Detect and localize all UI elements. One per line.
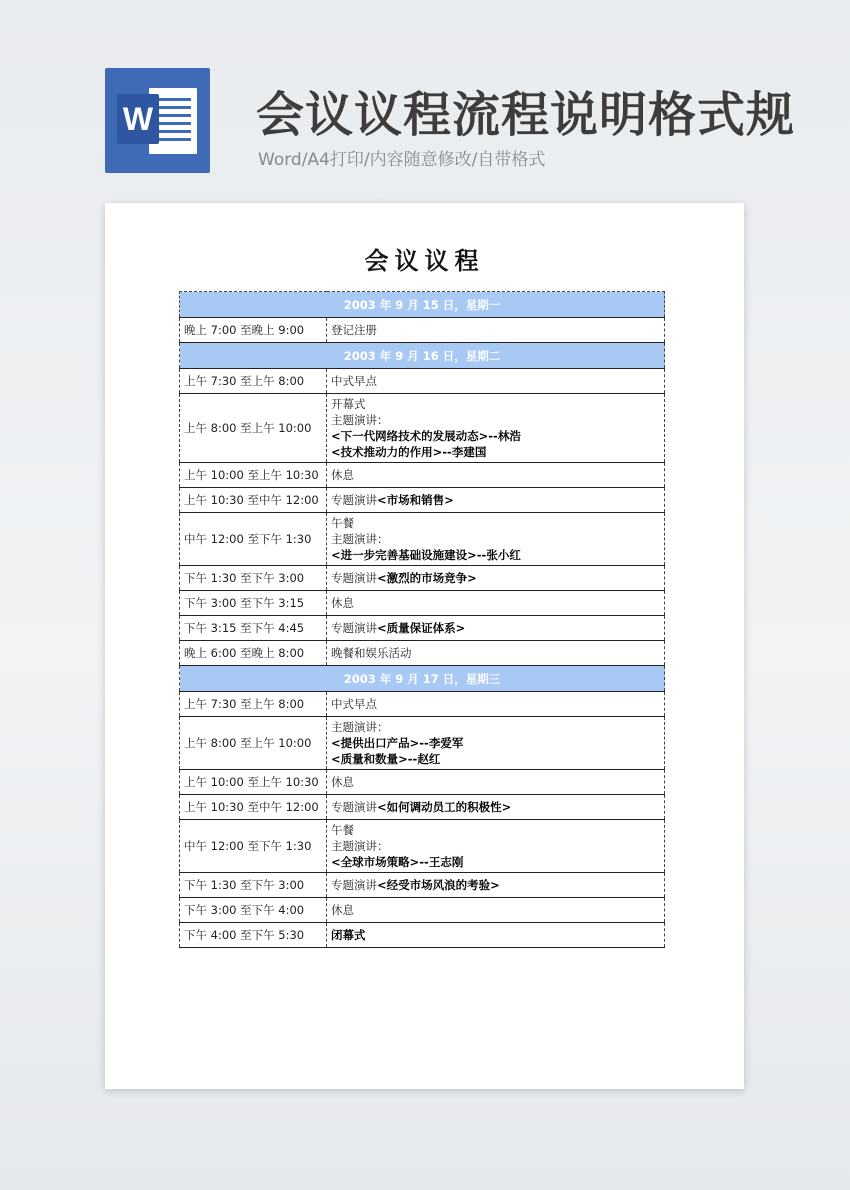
agenda-row (180, 770, 665, 795)
activity-text: 登记注册 (331, 323, 377, 337)
activity-line (331, 570, 660, 586)
activity-cell (327, 616, 665, 641)
agenda-row (180, 616, 665, 641)
agenda-row (180, 591, 665, 616)
activity-text: <提供出口产品>--李爱军 (331, 736, 464, 750)
session-topic: <质量保证体系> (377, 621, 466, 635)
day-header-row (180, 666, 665, 692)
activity-line (331, 492, 660, 508)
activity-cell (327, 394, 665, 463)
activity-cell (327, 770, 665, 795)
activity-cell (327, 566, 665, 591)
time-cell: 上午 8:00 至上午 10:00 (180, 394, 327, 463)
activity-line (331, 467, 660, 483)
agenda-table (179, 291, 665, 948)
activity-line (331, 822, 660, 838)
activity-line (331, 412, 660, 428)
activity-text: 专题演讲 (331, 621, 377, 635)
activity-line (331, 531, 660, 547)
activity-cell (327, 898, 665, 923)
document-page (105, 203, 744, 1089)
word-icon (105, 68, 210, 173)
activity-cell (327, 820, 665, 873)
activity-line (331, 595, 660, 611)
day-header-row (180, 343, 665, 369)
activity-line (331, 620, 660, 636)
activity-line (331, 719, 660, 735)
activity-cell (327, 463, 665, 488)
activity-line (331, 396, 660, 412)
agenda-row (180, 641, 665, 666)
time-cell: 下午 1:30 至下午 3:00 (180, 873, 327, 898)
day-date: 2003 年 9 月 15 日，星期一 (180, 292, 665, 318)
activity-line (331, 799, 660, 815)
word-letter: W (117, 94, 159, 144)
activity-text: 午餐 (331, 823, 354, 837)
time-cell: 下午 3:00 至下午 3:15 (180, 591, 327, 616)
time-cell: 晚上 6:00 至晚上 8:00 (180, 641, 327, 666)
activity-line (331, 838, 660, 854)
agenda-row (180, 898, 665, 923)
session-topic: <激烈的市场竞争> (377, 571, 477, 585)
activity-text: <质量和数量>--赵红 (331, 752, 441, 766)
activity-line (331, 322, 660, 338)
activity-text: 主题演讲： (331, 720, 389, 734)
day-date: 2003 年 9 月 17 日，星期三 (180, 666, 665, 692)
activity-text: 专题演讲 (331, 800, 377, 814)
activity-cell (327, 369, 665, 394)
activity-text: <下一代网络技术的发展动态>--林浩 (331, 429, 521, 443)
agenda-row (180, 873, 665, 898)
time-cell: 上午 8:00 至上午 10:00 (180, 717, 327, 770)
day-date: 2003 年 9 月 16 日，星期二 (180, 343, 665, 369)
agenda-row (180, 394, 665, 463)
activity-text: 午餐 (331, 516, 354, 530)
activity-text: 休息 (331, 775, 354, 789)
activity-cell (327, 513, 665, 566)
page-title: 会议议程流程说明格式规 (256, 87, 796, 143)
page-subtitle: Word/A4打印/内容随意修改/自带格式 (258, 150, 546, 170)
session-topic: <如何调动员工的积极性> (377, 800, 512, 814)
activity-cell (327, 717, 665, 770)
time-cell: 下午 1:30 至下午 3:00 (180, 566, 327, 591)
session-topic: <经受市场风浪的考验> (377, 878, 500, 892)
activity-text: 主题演讲： (331, 413, 389, 427)
activity-text: 开幕式 (331, 397, 366, 411)
activity-text: 晚餐和娱乐活动 (331, 646, 412, 660)
document-title: 会议议程 (364, 246, 485, 275)
activity-cell (327, 923, 665, 948)
activity-text: 休息 (331, 468, 354, 482)
activity-line (331, 444, 660, 460)
time-cell: 下午 3:00 至下午 4:00 (180, 898, 327, 923)
agenda-row (180, 692, 665, 717)
agenda-body (180, 292, 665, 948)
time-cell: 上午 10:30 至中午 12:00 (180, 488, 327, 513)
agenda-row (180, 318, 665, 343)
activity-line (331, 774, 660, 790)
agenda-row (180, 463, 665, 488)
activity-text: 休息 (331, 596, 354, 610)
activity-line (331, 696, 660, 712)
activity-text: <进一步完善基础设施建设>--张小红 (331, 548, 521, 562)
activity-text: 中式早点 (331, 697, 377, 711)
activity-text: 主题演讲： (331, 839, 389, 853)
agenda-row (180, 513, 665, 566)
session-topic: <市场和销售> (377, 493, 454, 507)
time-cell: 下午 3:15 至下午 4:45 (180, 616, 327, 641)
activity-line (331, 927, 660, 943)
activity-line (331, 902, 660, 918)
time-cell: 上午 10:00 至上午 10:30 (180, 770, 327, 795)
time-cell: 中午 12:00 至下午 1:30 (180, 820, 327, 873)
activity-cell (327, 591, 665, 616)
agenda-row (180, 795, 665, 820)
agenda-row (180, 369, 665, 394)
activity-cell (327, 641, 665, 666)
activity-line (331, 547, 660, 563)
activity-cell (327, 692, 665, 717)
activity-text: <技术推动力的作用>--李建国 (331, 445, 487, 459)
agenda-row (180, 566, 665, 591)
time-cell: 上午 10:30 至中午 12:00 (180, 795, 327, 820)
activity-text: 专题演讲 (331, 878, 377, 892)
agenda-row (180, 717, 665, 770)
activity-line (331, 645, 660, 661)
activity-line (331, 854, 660, 870)
activity-text: 专题演讲 (331, 493, 377, 507)
activity-cell (327, 873, 665, 898)
time-cell: 上午 10:00 至上午 10:30 (180, 463, 327, 488)
time-cell: 晚上 7:00 至晚上 9:00 (180, 318, 327, 343)
activity-text: 专题演讲 (331, 571, 377, 585)
day-header-row (180, 292, 665, 318)
activity-text: 休息 (331, 903, 354, 917)
agenda-row (180, 488, 665, 513)
activity-cell (327, 488, 665, 513)
activity-line (331, 735, 660, 751)
time-cell: 上午 7:30 至上午 8:00 (180, 692, 327, 717)
time-cell: 上午 7:30 至上午 8:00 (180, 369, 327, 394)
time-cell: 下午 4:00 至下午 5:30 (180, 923, 327, 948)
activity-line (331, 877, 660, 893)
agenda-row (180, 820, 665, 873)
activity-line (331, 428, 660, 444)
activity-text: 闭幕式 (331, 928, 366, 942)
agenda-row (180, 923, 665, 948)
activity-cell (327, 795, 665, 820)
activity-line (331, 373, 660, 389)
activity-text: <全球市场策略>--王志刚 (331, 855, 464, 869)
activity-text: 主题演讲： (331, 532, 389, 546)
activity-cell (327, 318, 665, 343)
activity-line (331, 751, 660, 767)
time-cell: 中午 12:00 至下午 1:30 (180, 513, 327, 566)
activity-text: 中式早点 (331, 374, 377, 388)
activity-line (331, 515, 660, 531)
